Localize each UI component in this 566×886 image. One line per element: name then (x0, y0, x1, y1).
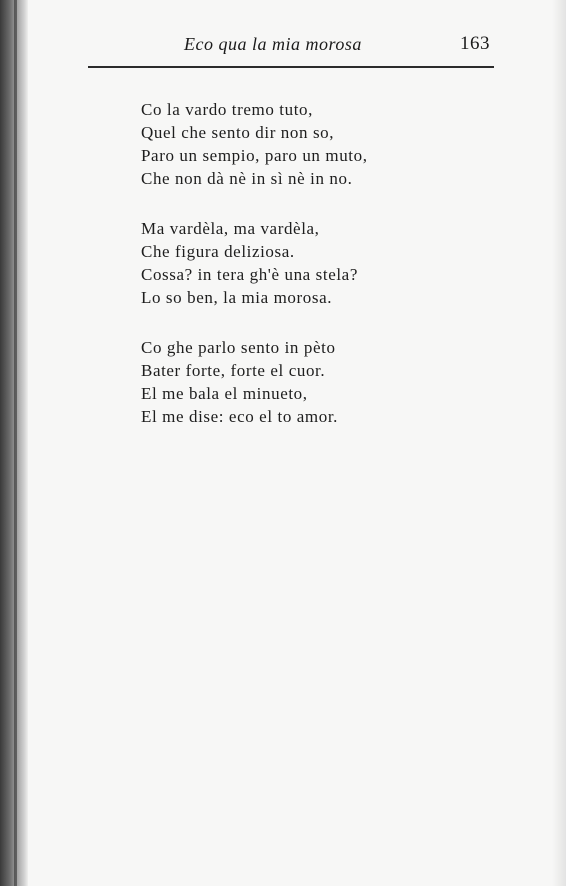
stanza-3 (141, 336, 461, 428)
stanza-1 (141, 98, 461, 190)
verse-line: Quel che sento dir non so, (141, 123, 335, 142)
page-number: 163 (460, 33, 490, 54)
verse-line: El me dise: eco el to amor. (141, 407, 339, 426)
verse-line: Che figura deliziosa. (141, 242, 295, 261)
binding-edge (14, 0, 17, 886)
verse-line: Bater forte, forte el cuor. (141, 361, 326, 380)
verse-line: Cossa? in tera gh'è una stela? (141, 265, 358, 284)
header-rule (88, 66, 494, 68)
verse-line: Co la vardo tremo tuto, (141, 100, 313, 119)
verse-line: Paro un sempio, paro un muto, (141, 146, 368, 165)
verse-line: El me bala el minueto, (141, 384, 308, 403)
verse-line: Lo so ben, la mia morosa. (141, 288, 333, 307)
verse-line: Ma vardèla, ma vardèla, (141, 219, 320, 238)
stanza-2 (141, 217, 461, 309)
running-title: Eco qua la mia morosa (184, 34, 362, 54)
poem-body (141, 98, 461, 455)
running-header (88, 30, 492, 60)
verse-line: Che non dà nè in sì nè in no. (141, 169, 353, 188)
page-edge-shadow (552, 0, 566, 886)
verse-line: Co ghe parlo sento in pèto (141, 338, 336, 357)
